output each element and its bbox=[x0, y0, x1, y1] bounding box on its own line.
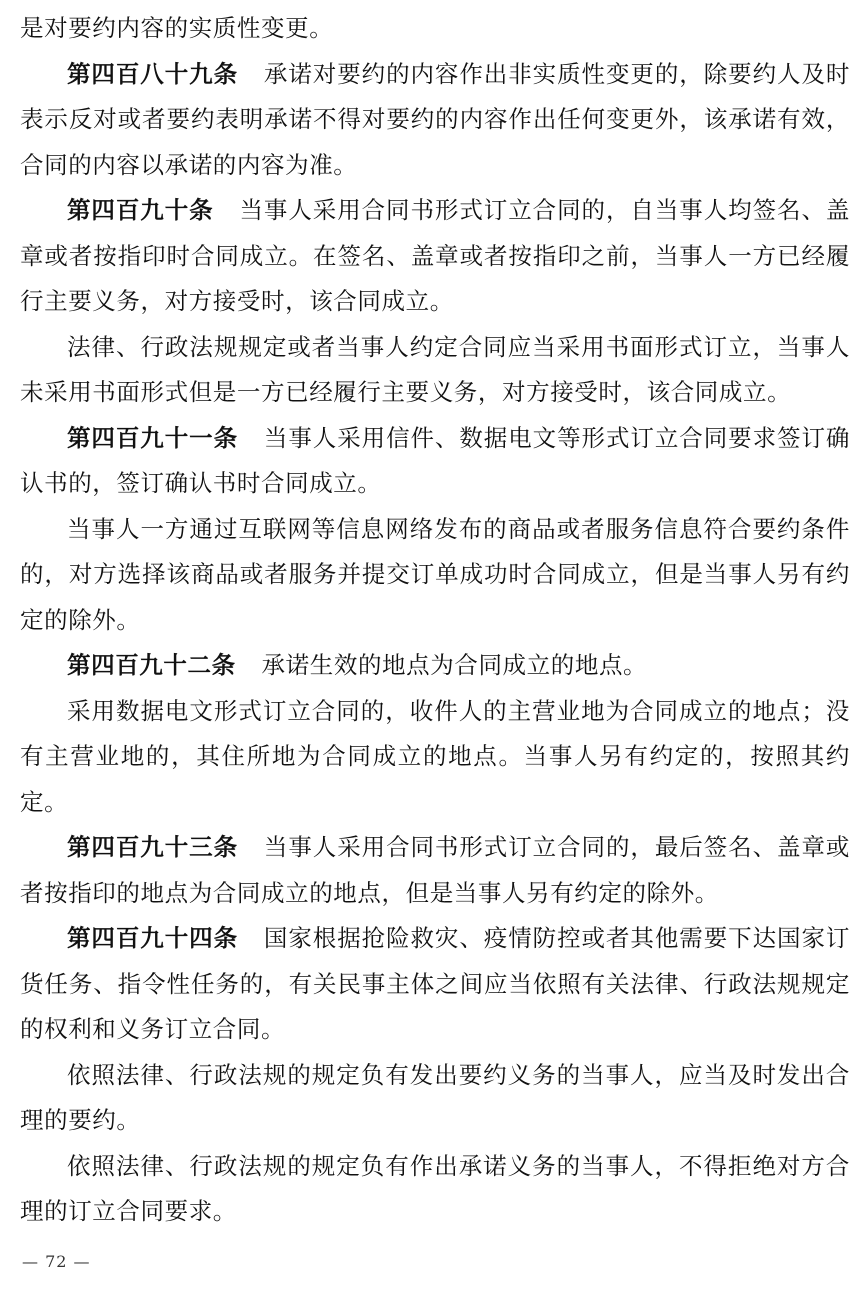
paragraph bbox=[20, 689, 850, 826]
paragraph bbox=[20, 325, 850, 416]
article-number: 第四百九十四条 bbox=[67, 924, 239, 952]
article-number: 第四百九十条 bbox=[67, 196, 214, 224]
paragraph-text: 采用数据电文形式订立合同的，收件人的主营业地为合同成立的地点；没有主营业地的，其住所地为合同成立的地点。当事人另有约定的，按照其约定。 bbox=[20, 696, 850, 816]
paragraph bbox=[20, 1053, 850, 1144]
paragraph-text: 承诺对要约的内容作出非实质性变更的，除要约人及时表示反对或者要约表明承诺不得对要约的内容作出任何变更外，该承诺有效，合同的内容以承诺的内容为准。 bbox=[20, 59, 850, 179]
article-paragraph bbox=[20, 916, 850, 1053]
document-body bbox=[20, 6, 850, 1235]
paragraph bbox=[20, 6, 850, 52]
paragraph-text: 当事人采用合同书形式订立合同的，自当事人均签名、盖章或者按指印时合同成立。在签名、盖章或者按指印之前，当事人一方已经履行主要义务，对方接受时，该合同成立。 bbox=[20, 196, 850, 315]
article-paragraph bbox=[20, 825, 850, 916]
article-paragraph bbox=[20, 643, 850, 689]
paragraph-text: 国家根据抢险救灾、疫情防控或者其他需要下达国家订货任务、指令性任务的，有关民事主体之间应当依照有关法律、行政法规规定的权利和义务订立合同。 bbox=[20, 924, 850, 1043]
article-paragraph bbox=[20, 416, 850, 507]
article-paragraph bbox=[20, 52, 850, 189]
paragraph-text: 依照法律、行政法规的规定负有作出承诺义务的当事人，不得拒绝对方合理的订立合同要求。 bbox=[20, 1151, 850, 1225]
paragraph-text: 承诺生效的地点为合同成立的地点。 bbox=[261, 651, 648, 679]
article-paragraph bbox=[20, 188, 850, 325]
page-number: — 72 — bbox=[22, 1252, 91, 1271]
paragraph-text: 当事人采用信件、数据电文等形式订立合同要求签订确认书的，签订确认书时合同成立。 bbox=[20, 423, 850, 497]
paragraph-text: 当事人一方通过互联网等信息网络发布的商品或者服务信息符合要约条件的，对方选择该商品或者服务并提交订单成功时合同成立，但是当事人另有约定的除外。 bbox=[20, 514, 850, 634]
article-number: 第四百八十九条 bbox=[67, 59, 239, 88]
paragraph-text: 法律、行政法规规定或者当事人约定合同应当采用书面形式订立，当事人未采用书面形式但是一方已经履行主要义务，对方接受时，该合同成立。 bbox=[20, 332, 850, 406]
article-number: 第四百九十一条 bbox=[67, 423, 239, 452]
paragraph bbox=[20, 1144, 850, 1235]
paragraph-text: 依照法律、行政法规的规定负有发出要约义务的当事人，应当及时发出合理的要约。 bbox=[20, 1060, 850, 1134]
article-number: 第四百九十二条 bbox=[67, 651, 236, 679]
paragraph-text: 是对要约内容的实质性变更。 bbox=[20, 14, 334, 42]
paragraph-text: 当事人采用合同书形式订立合同的，最后签名、盖章或者按指印的地点为合同成立的地点，但是当事人另有约定的除外。 bbox=[20, 833, 850, 907]
paragraph bbox=[20, 507, 850, 644]
article-number: 第四百九十三条 bbox=[67, 833, 239, 861]
